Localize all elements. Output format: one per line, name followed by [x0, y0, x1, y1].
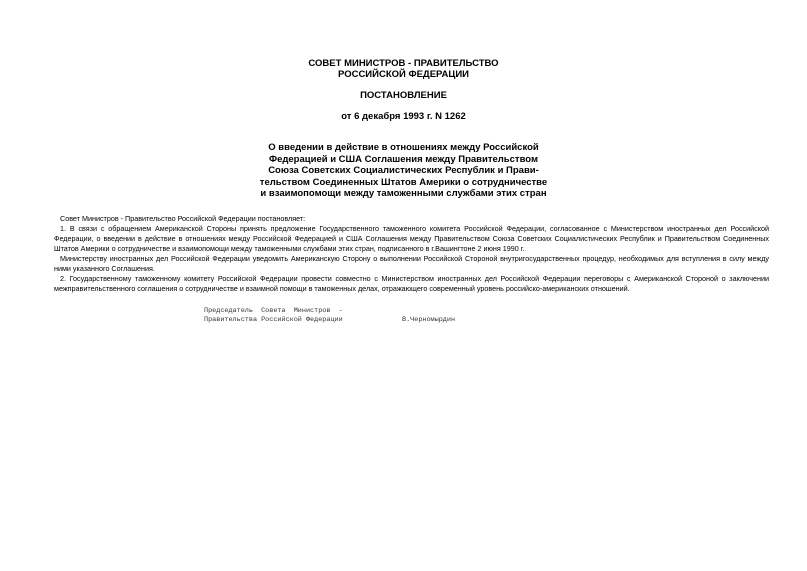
subject-line: О введении в действие в отношениях между Российской	[268, 142, 539, 153]
document-subject	[0, 142, 807, 200]
paragraph-1-continued: Министерству иностранных дел Российской Федерации уведомить Американскую Сторону о выполнении Российской Стороной внутригосударственных процедур, необходимых для вступления в силу между ними указанного Соглашения.	[54, 254, 769, 273]
issuing-authority-line1: СОВЕТ МИНИСТРОВ - ПРАВИТЕЛЬСТВО	[308, 58, 499, 69]
subject-line: и взаимопомощи между таможенными службами этих стран	[260, 188, 547, 199]
document-body	[54, 214, 769, 294]
issuing-authority-line2: РОССИЙСКОЙ ФЕДЕРАЦИИ	[337, 69, 469, 80]
preamble: Совет Министров - Правительство Российской Федерации постановляет:	[60, 214, 306, 223]
paragraph-1: 1. В связи с обращением Американской Стороны принять предложение Государственного таможенного комитета Российской Федерации, согласованное с Министерством иностранных дел Российской Федерации, о введении в действие в отношениях между Российской Федерацией и США Соглашения между Правительством Союза Советских Социалистических Республик и Правительством Соединенных Штатов Америки о сотрудничестве и взаимопомощи между таможенными службами этих стран, подписанного в г.Вашингтоне 2 июня 1990 г.	[54, 224, 769, 253]
subject-line: Федерацией и США Соглашения между Правительством	[268, 153, 539, 165]
document-date-number: от 6 декабря 1993 г. N 1262	[341, 111, 466, 122]
subject-line: Союза Советских Социалистических Республик и Прави-	[268, 165, 539, 176]
signature-title	[204, 307, 343, 325]
subject-line: тельством Соединенных Штатов Америки о сотрудничестве	[259, 176, 548, 188]
signatory-name: В.Черномырдин	[402, 316, 456, 324]
signature-title-line2: Правительства Российской Федерации	[204, 316, 343, 324]
document-type: ПОСТАНОВЛЕНИЕ	[360, 90, 447, 101]
issuing-authority	[0, 58, 807, 80]
paragraph-2: 2. Государственному таможенному комитету Российской Федерации провести совместно с Министерством иностранных дел Российской Федерации переговоры с Американской Стороной о заключении межправительственного соглашения о сотрудничестве и взаимной помощи в таможенных делах, отражающего современный уровень российско-американских отношений.	[54, 274, 769, 293]
signature-title-line1: Председатель Совета Министров -	[204, 307, 343, 315]
